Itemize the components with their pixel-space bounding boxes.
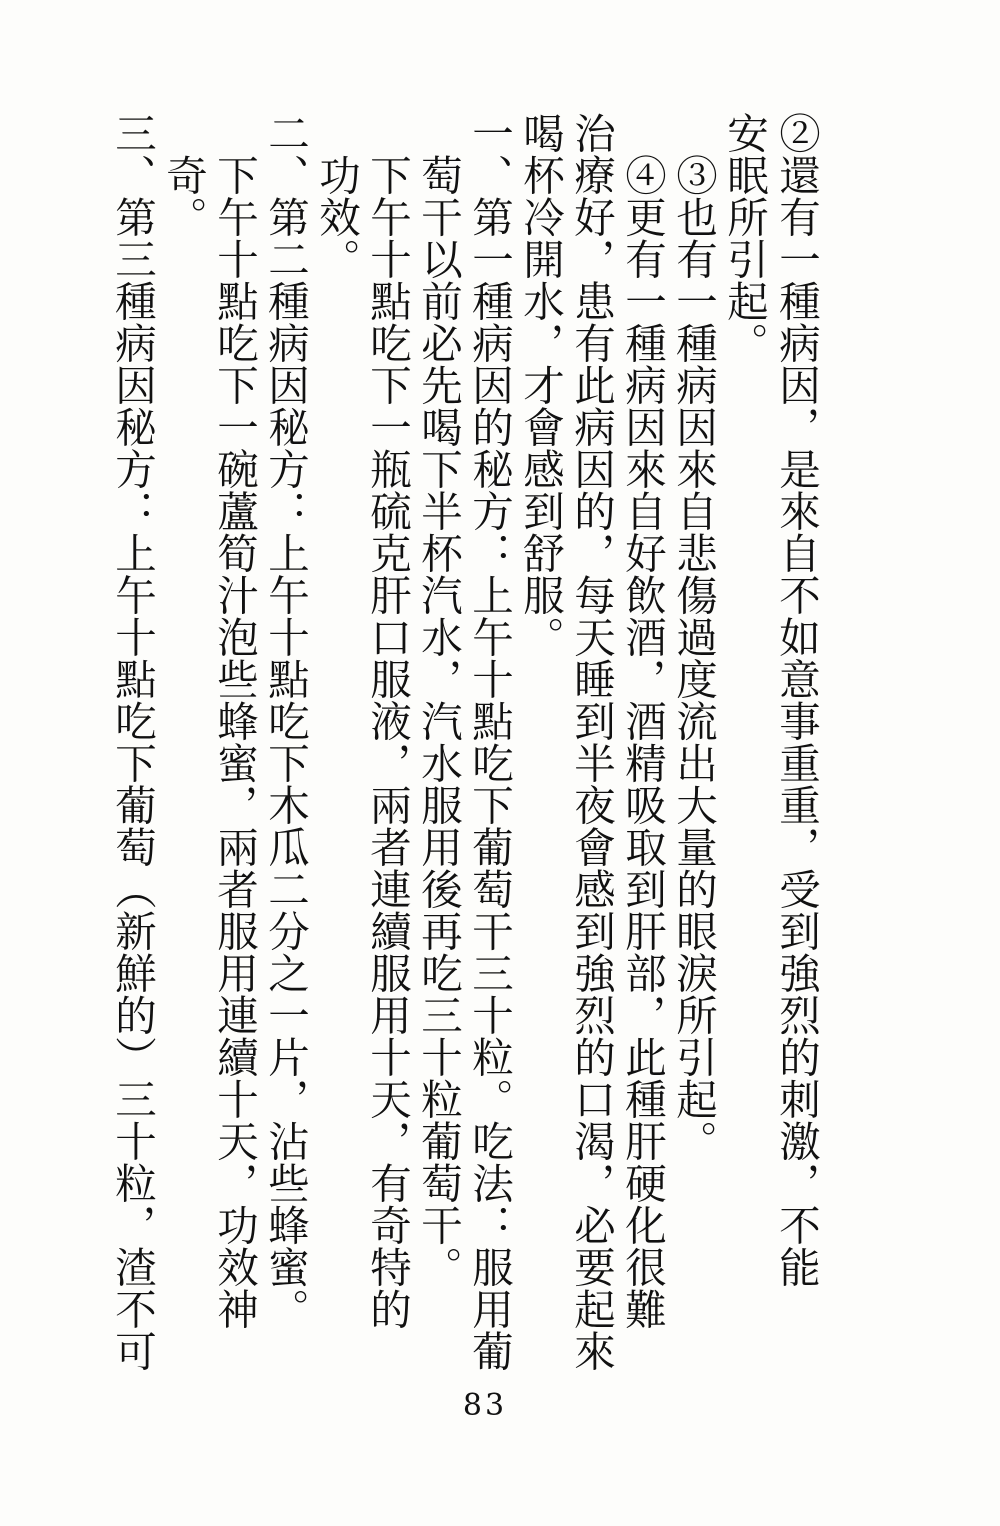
text-column-12: 下午十點吃下一碗蘆筍汁泡些蜂蜜，兩者服用連續十天，功效神 xyxy=(210,112,259,1330)
text-column-4: ④更有一種病因來自好飲酒，酒精吸取到肝部，此種肝硬化很難 xyxy=(618,112,667,1330)
text-column-3: ③也有一種病因來自悲傷過度流出大量的眼淚所引起。 xyxy=(669,112,718,1162)
text-column-13: 奇。 xyxy=(159,112,208,238)
text-column-9: 下午十點吃下一瓶硫克肝口服液，兩者連續服用十天，有奇特的 xyxy=(363,112,412,1330)
text-column-11: 二、第二種病因秘方：上午十點吃下木瓜二分之一片，沾些蜂蜜。 xyxy=(261,112,310,1330)
text-column-7: 一、第一種病因的秘方：上午十點吃下葡萄干三十粒。吃法：服用葡 xyxy=(465,112,514,1372)
text-column-10: 功效。 xyxy=(312,112,361,280)
text-column-14: 三、第三種病因秘方：上午十點吃下葡萄（新鮮的）三十粒，渣不可 xyxy=(108,112,157,1372)
text-column-5: 治療好，患有此病因的，每天睡到半夜會感到強烈的口渴，必要起來 xyxy=(567,112,616,1372)
page-number: 83 xyxy=(462,1388,508,1423)
text-column-2: 安眠所引起。 xyxy=(720,112,769,364)
text-column-1: ②還有一種病因，是來自不如意事重重，受到強烈的刺激，不能 xyxy=(772,112,821,1288)
text-column-6: 喝杯冷開水，才會感到舒服。 xyxy=(516,112,565,658)
text-column-8: 萄干以前必先喝下半杯汽水，汽水服用後再吃三十粒葡萄干。 xyxy=(414,112,463,1288)
